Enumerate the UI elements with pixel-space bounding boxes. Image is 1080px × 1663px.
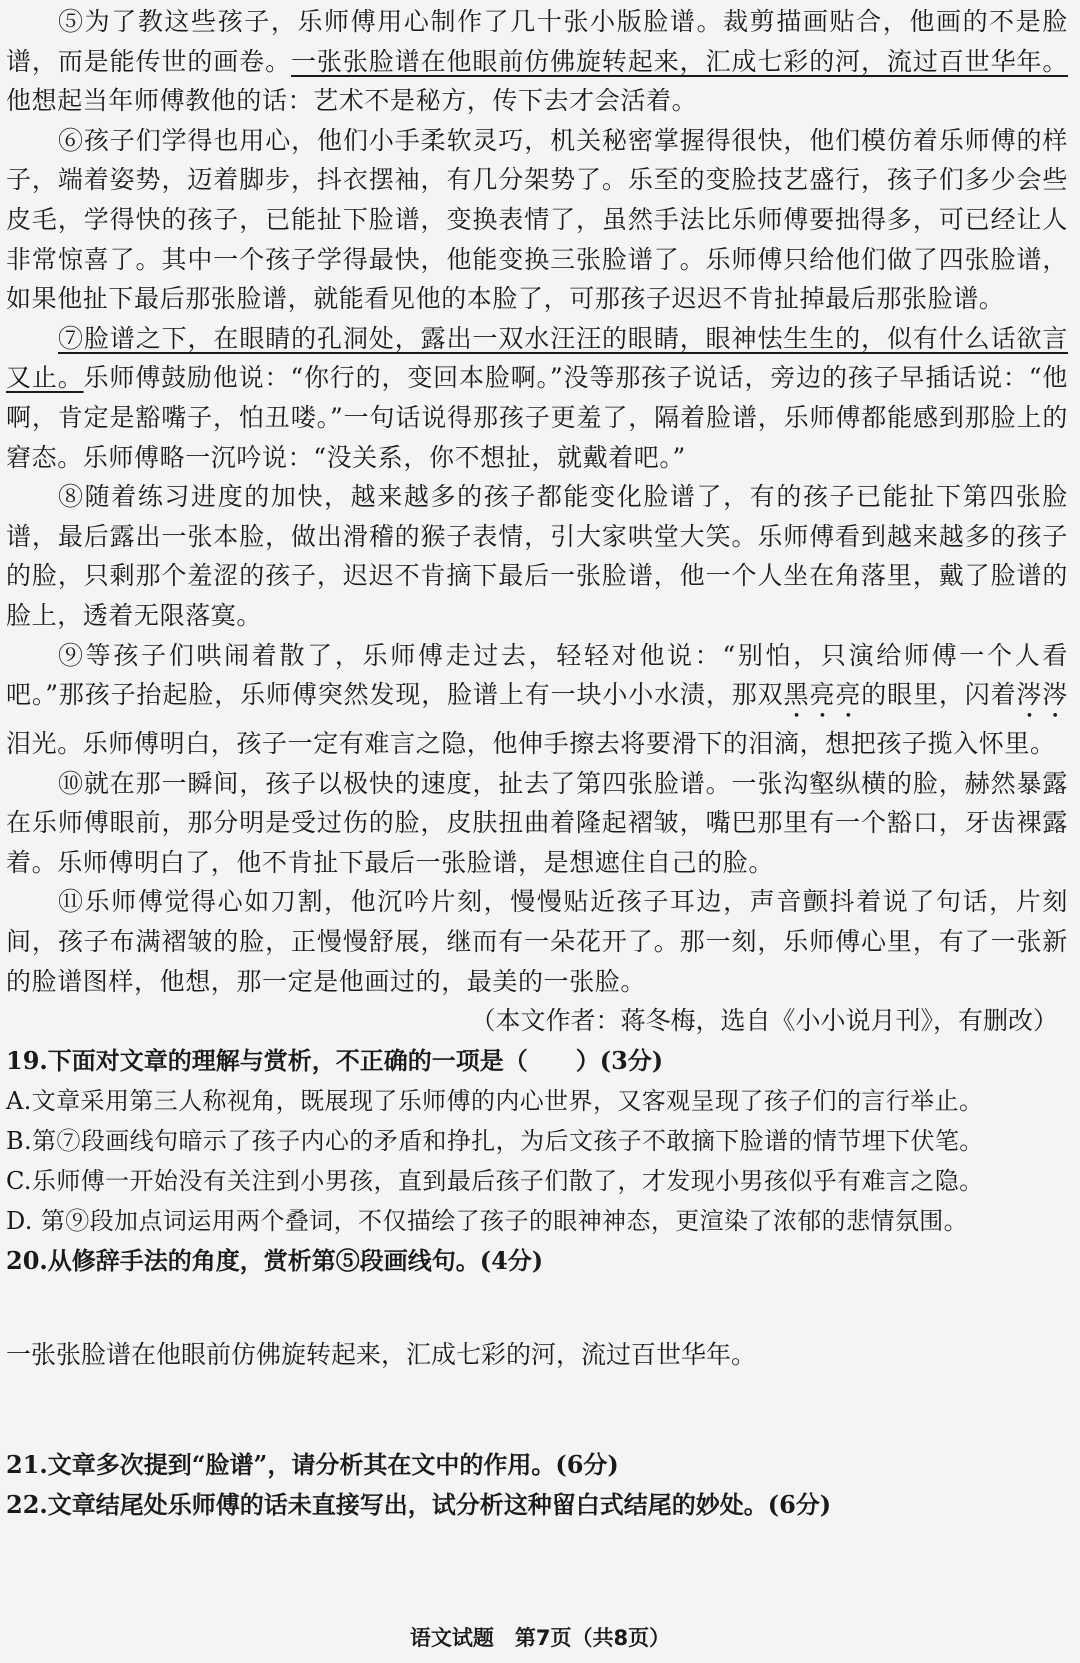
p5-text-before: ⑤为了教这些孩子，乐师傅用心制作了几十张小版脸谱。裁剪描画贴合，他画的不是脸谱，而是能传世的画卷。: [6, 7, 1068, 76]
paragraph-7: [6, 319, 1068, 477]
p9-part2: 的眼里，闪着: [861, 680, 1017, 710]
question-19-option-c: C.乐师傅一开始没有关注到小男孩，直到最后孩子们散了，才发现小男孩似乎有难言之隐。: [6, 1166, 984, 1195]
paragraph-9: [6, 636, 1068, 764]
paragraph-8: ⑧随着练习进度的加快，越来越多的孩子都能变化脸谱了，有的孩子已能扯下第四张脸谱，最后露出一张本脸，做出滑稽的猴子表情，引大家哄堂大笑。乐师傅看到越来越多的孩子的脸，只剩那个羞涩的孩子，迟迟不肯摘下最后一张脸谱，他一个人坐在角落里，戴了脸谱的脸上，透着无限落寞。: [6, 482, 1068, 630]
paragraph-11: ⑪乐师傅觉得心如刀割，他沉吟片刻，慢慢贴近孩子耳边，声音颤抖着说了句话，片刻间，孩子布满褶皱的脸，正慢慢舒展，继而有一朵花开了。那一刻，乐师傅心里，有了一张新的脸谱图样，他想，那一定是他画过的，最美的一张脸。: [6, 887, 1068, 996]
article-source: （本文作者：蒋冬梅，选自《小小说月刊》，有删改）: [470, 1006, 1058, 1036]
paragraph-10: ⑩就在那一瞬间，孩子以极快的速度，扯去了第四张脸谱。一张沟壑纵横的脸，赫然暴露在乐师傅眼前，那分明是受过伤的脸，皮肤扭曲着隆起褶皱，嘴巴那里有一个豁口，牙齿裸露着。乐师傅明白了，他不肯扯下最后一张脸谱，是想遮住自己的脸。: [6, 768, 1068, 877]
question-20-stem: 20.从修辞手法的角度，赏析第⑤段画线句。(4分): [6, 1245, 544, 1275]
p5-underlined-sentence: 一张张脸谱在他眼前仿佛旋转起来，汇成七彩的河，流过百世华年。: [291, 46, 1068, 76]
question-22-stem: 22.文章结尾处乐师傅的话未直接写出，试分析这种留白式结尾的妙处。(6分): [6, 1489, 832, 1519]
question-19-option-a: A.文章采用第三人称视角，既展现了乐师傅的内心世界，又客观呈现了孩子们的言行举止。: [6, 1086, 984, 1115]
p9-dotted-word-2: 涔涔: [1016, 680, 1068, 710]
page-footer: 语文试题 第7页（共8页）: [409, 1626, 671, 1650]
question-19-option-b: B.第⑦段画线句暗示了孩子内心的矛盾和挣扎，为后文孩子不敢摘下脸谱的情节埋下伏笔。: [6, 1126, 984, 1155]
p9-part3: 泪光。乐师傅明白，孩子一定有难言之隐，他伸手擦去将要滑下的泪滴，想把孩子揽入怀里。: [6, 729, 1056, 759]
p9-part1: ⑨等孩子们哄闹着散了，乐师傅走过去，轻轻对他说：“别怕，只演给师傅一个人看吧。”那孩子抬起脸，乐师傅突然发现，脸谱上有一块小小水渍，那双: [6, 640, 1068, 710]
question-21-stem: 21.文章多次提到“脸谱”，请分析其在文中的作用。(6分): [6, 1449, 619, 1479]
paragraph-5: [6, 2, 1068, 121]
answer-space: [6, 1375, 1068, 1445]
question-20-quote: 一张张脸谱在他眼前仿佛旋转起来，汇成七彩的河，流过百世华年。: [6, 1339, 757, 1369]
p5-text-after: 他想起当年师傅教他的话：艺术不是秘方，传下去才会活着。: [6, 86, 698, 116]
question-19-option-d: D. 第⑨段加点词运用两个叠词，不仅描绘了孩子的眼神神态，更渲染了浓郁的悲情氛围。: [6, 1206, 969, 1235]
p9-dotted-word-1: 黑亮亮: [783, 680, 862, 710]
paragraph-6: ⑥孩子们学得也用心，他们小手柔软灵巧，机关秘密掌握得很快，他们模仿着乐师傅的样子，端着姿势，迈着脚步，抖衣摆袖，有几分架势了。乐至的变脸技艺盛行，孩子们多少会些皮毛，学得快的孩子，已能扯下脸谱，变换表情了，虽然手法比乐师傅要拙得多，可已经让人非常惊喜了。其中一个孩子学得最快，他能变换三张脸谱了。乐师傅只给他们做了四张脸谱，如果他扯下最后那张脸谱，就能看见他的本脸了，可那孩子迟迟不肯扯掉最后那张脸谱。: [6, 125, 1068, 314]
p7-text-after: 乐师傅鼓励他说：“你行的，变回本脸啊。”没等那孩子说话，旁边的孩子早插话说：“他啊，肯定是豁嘴子，怕丑喽。”一句话说得那孩子更羞了，隔着脸谱，乐师傅都能感到那脸上的窘态。乐师傅略一沉吟说：“没关系，你不想扯，就戴着吧。”: [6, 363, 1068, 472]
p7-underlined-sentence: ⑦脸谱之下，在眼睛的孔洞处，露出一双水汪汪的眼睛，眼神怯生生的，似有什么话欲言又止。: [6, 323, 1068, 393]
question-19-stem: 19.下面对文章的理解与赏析，不正确的一项是（ ）(3分): [6, 1045, 664, 1075]
